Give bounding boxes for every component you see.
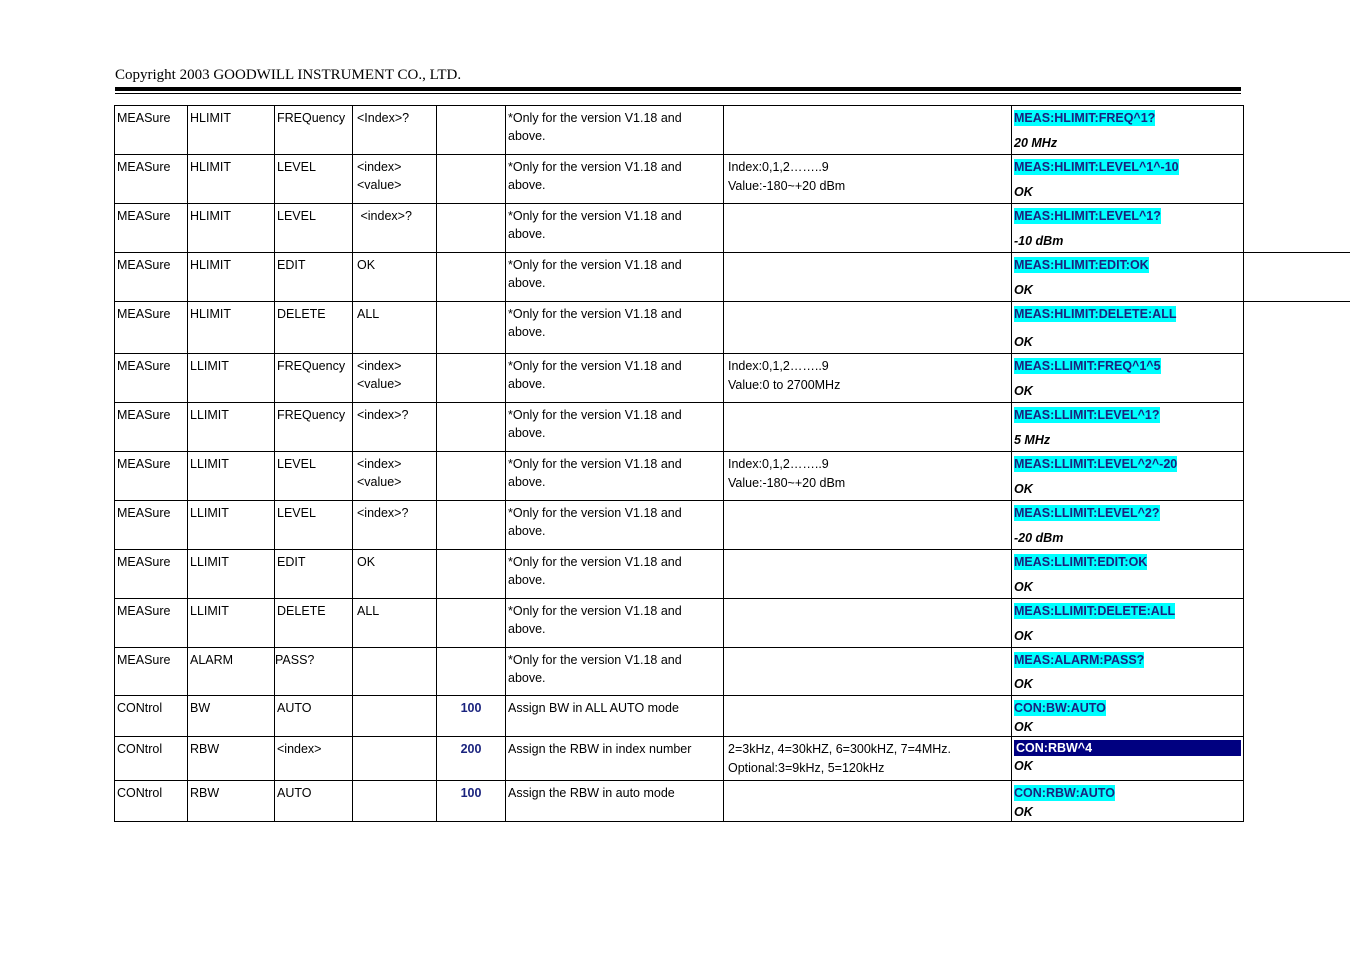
command-action: AUTO [277, 786, 312, 800]
command-subsystem-cell [188, 253, 275, 302]
command-subsystem-cell [188, 550, 275, 599]
command-action: FREQuency [277, 111, 346, 125]
value-range-cell [724, 106, 1012, 155]
example-response: OK [1014, 384, 1033, 398]
example-command: MEAS:ALARM:PASS? [1014, 653, 1145, 667]
parameter-value: <index> [357, 359, 402, 373]
command-description: *Only for the version V1.18 and above. [508, 555, 682, 587]
parameter-cell [353, 302, 437, 354]
example-response: 5 MHz [1014, 433, 1051, 447]
example-command: MEAS:LLIMIT:LEVEL^2? [1014, 506, 1160, 520]
command-action-cell [275, 501, 353, 550]
value-range-cell [724, 696, 1012, 737]
command-action: FREQuency [277, 359, 346, 373]
command-subsystem-cell [188, 781, 275, 822]
command-subsystem: HLIMIT [190, 209, 231, 223]
example-response: OK [1014, 677, 1033, 691]
example-response: OK [1014, 580, 1033, 594]
command-description: Assign the RBW in index number [508, 742, 692, 756]
table-row [115, 501, 1244, 550]
value-range-line: 2=3kHz, 4=30kHZ, 6=300kHZ, 7=4MHz. [728, 742, 952, 756]
command-subsystem: LLIMIT [190, 457, 229, 471]
function-code-cell [437, 599, 506, 648]
example-cell [1012, 106, 1244, 155]
parameter-cell [353, 550, 437, 599]
parameter-cell [353, 253, 437, 302]
command-description: *Only for the version V1.18 and above. [508, 160, 682, 192]
table-row [115, 737, 1244, 781]
example-cell [1012, 696, 1244, 737]
command-subsystem: HLIMIT [190, 307, 231, 321]
function-code: 100 [460, 786, 482, 800]
command-group-cell [115, 550, 188, 599]
table-row [115, 354, 1244, 403]
command-group: MEASure [117, 209, 171, 223]
example-command: MEAS:HLIMIT:EDIT:OK [1014, 258, 1149, 272]
example-command: MEAS:LLIMIT:LEVEL^2^-20 [1014, 457, 1178, 471]
value-range-cell [724, 452, 1012, 501]
command-subsystem-cell [188, 501, 275, 550]
command-subsystem: RBW [190, 742, 220, 756]
command-action-cell [275, 253, 353, 302]
function-code-cell [437, 302, 506, 354]
command-group-cell [115, 354, 188, 403]
example-cell [1012, 550, 1244, 599]
command-description: *Only for the version V1.18 and above. [508, 506, 682, 538]
example-cell [1012, 403, 1244, 452]
value-range-line: Index:0,1,2……..9 [728, 359, 829, 373]
command-group: MEASure [117, 555, 171, 569]
command-action-cell [275, 696, 353, 737]
command-group-cell [115, 253, 188, 302]
example-response: OK [1014, 283, 1033, 297]
command-action-cell [275, 781, 353, 822]
example-command: MEAS:LLIMIT:EDIT:OK [1014, 555, 1148, 569]
parameter-value: ALL [357, 307, 380, 321]
parameter-cell [353, 501, 437, 550]
table-row [115, 204, 1244, 253]
table-row [115, 696, 1244, 737]
command-group: MEASure [117, 653, 171, 667]
function-code-cell [437, 737, 506, 781]
description-cell [506, 696, 724, 737]
parameter-value: <index>? [357, 408, 409, 422]
table-row [115, 155, 1244, 204]
function-code-cell [437, 354, 506, 403]
example-cell [1012, 452, 1244, 501]
command-action: AUTO [277, 701, 312, 715]
description-cell [506, 550, 724, 599]
command-description: *Only for the version V1.18 and above. [508, 653, 682, 685]
command-description: *Only for the version V1.18 and above. [508, 307, 682, 339]
command-action-cell [275, 648, 353, 696]
command-subsystem-cell [188, 354, 275, 403]
command-subsystem-cell [188, 737, 275, 781]
example-command: CON:BW:AUTO [1014, 701, 1106, 715]
command-group: MEASure [117, 258, 171, 272]
command-group: MEASure [117, 457, 171, 471]
function-code-cell [437, 253, 506, 302]
example-cell [1012, 501, 1244, 550]
table-row [115, 550, 1244, 599]
value-range-line: Value:-180~+20 dBm [728, 476, 846, 490]
command-group: MEASure [117, 359, 171, 373]
parameter-cell [353, 737, 437, 781]
parameter-cell [353, 696, 437, 737]
command-group: CONtrol [117, 701, 163, 715]
description-cell [506, 737, 724, 781]
parameter-value: OK [357, 258, 376, 272]
parameter-value: <index>? [357, 506, 409, 520]
example-cell [1012, 354, 1244, 403]
value-range-cell [724, 550, 1012, 599]
command-subsystem-cell [188, 204, 275, 253]
parameter-value: <value> [357, 377, 402, 391]
command-action-cell [275, 302, 353, 354]
example-response: OK [1014, 720, 1033, 734]
table-row [115, 648, 1244, 696]
command-subsystem-cell [188, 155, 275, 204]
description-cell [506, 452, 724, 501]
command-table [114, 105, 1244, 822]
command-subsystem-cell [188, 696, 275, 737]
command-subsystem: BW [190, 701, 211, 715]
command-group: CONtrol [117, 742, 163, 756]
function-code: 100 [460, 701, 482, 715]
parameter-cell [353, 648, 437, 696]
description-cell [506, 648, 724, 696]
example-cell [1012, 599, 1244, 648]
value-range-cell [724, 403, 1012, 452]
command-description: *Only for the version V1.18 and above. [508, 408, 682, 440]
parameter-cell [353, 599, 437, 648]
example-cell [1012, 302, 1244, 354]
parameter-value: <value> [357, 178, 402, 192]
command-action-cell [275, 452, 353, 501]
command-action: PASS? [275, 653, 315, 667]
command-action: LEVEL [277, 160, 316, 174]
example-command: MEAS:HLIMIT:DELETE:ALL [1014, 307, 1177, 321]
command-action: DELETE [277, 604, 326, 618]
command-group-cell [115, 452, 188, 501]
parameter-value: <value> [357, 475, 402, 489]
value-range-cell [724, 354, 1012, 403]
example-cell [1012, 155, 1244, 204]
example-response: OK [1014, 629, 1033, 643]
parameter-cell [353, 106, 437, 155]
command-subsystem-cell [188, 452, 275, 501]
parameter-cell [353, 781, 437, 822]
table-row [115, 106, 1244, 155]
table-row [115, 302, 1244, 354]
function-code-cell [437, 501, 506, 550]
command-description: *Only for the version V1.18 and above. [508, 457, 682, 489]
command-subsystem: LLIMIT [190, 408, 229, 422]
command-subsystem: HLIMIT [190, 258, 231, 272]
parameter-cell [353, 403, 437, 452]
command-group: MEASure [117, 408, 171, 422]
example-command: MEAS:HLIMIT:LEVEL^1^-10 [1014, 160, 1179, 174]
command-action-cell [275, 106, 353, 155]
description-cell [506, 106, 724, 155]
command-description: Assign the RBW in auto mode [508, 786, 675, 800]
command-action: EDIT [277, 258, 306, 272]
value-range-cell [724, 155, 1012, 204]
value-range-line: Value:0 to 2700MHz [728, 378, 841, 392]
function-code-cell [437, 648, 506, 696]
function-code-cell [437, 781, 506, 822]
function-code-cell [437, 155, 506, 204]
value-range-cell [724, 599, 1012, 648]
command-group-cell [115, 204, 188, 253]
command-description: *Only for the version V1.18 and above. [508, 209, 682, 241]
parameter-value: <index>? [357, 209, 412, 223]
command-group-cell [115, 648, 188, 696]
command-description: *Only for the version V1.18 and above. [508, 111, 682, 143]
example-response: OK [1014, 185, 1033, 199]
command-description: Assign BW in ALL AUTO mode [508, 701, 679, 715]
table-row [115, 253, 1244, 302]
value-range-line: Optional:3=9kHz, 5=120kHz [728, 761, 885, 775]
command-subsystem: LLIMIT [190, 555, 229, 569]
command-action-cell [275, 403, 353, 452]
command-subsystem-cell [188, 403, 275, 452]
example-response: OK [1014, 482, 1033, 496]
value-range-cell [724, 302, 1012, 354]
header-rule-thin [115, 93, 1241, 94]
margin-line [1243, 252, 1350, 253]
table-row [115, 452, 1244, 501]
command-action: DELETE [277, 307, 326, 321]
function-code-cell [437, 204, 506, 253]
parameter-cell [353, 204, 437, 253]
parameter-cell [353, 155, 437, 204]
example-cell [1012, 253, 1244, 302]
description-cell [506, 204, 724, 253]
command-action-cell [275, 737, 353, 781]
command-subsystem: RBW [190, 786, 220, 800]
command-subsystem: HLIMIT [190, 160, 231, 174]
command-subsystem-cell [188, 106, 275, 155]
description-cell [506, 599, 724, 648]
table-row [115, 599, 1244, 648]
command-description: *Only for the version V1.18 and above. [508, 258, 682, 290]
command-group: MEASure [117, 604, 171, 618]
description-cell [506, 253, 724, 302]
table-row [115, 781, 1244, 822]
command-group: CONtrol [117, 786, 163, 800]
example-response: OK [1014, 805, 1033, 819]
example-command: MEAS:HLIMIT:FREQ^1? [1014, 111, 1156, 125]
command-subsystem: HLIMIT [190, 111, 231, 125]
page-header-title: Copyright 2003 GOODWILL INSTRUMENT CO., LTD. [115, 67, 462, 83]
function-code-cell [437, 106, 506, 155]
description-cell [506, 302, 724, 354]
description-cell [506, 403, 724, 452]
command-group-cell [115, 403, 188, 452]
example-command: CON:RBW:AUTO [1014, 786, 1115, 800]
value-range-cell [724, 648, 1012, 696]
command-group-cell [115, 155, 188, 204]
example-response: OK [1014, 335, 1033, 349]
command-subsystem-cell [188, 648, 275, 696]
command-action-cell [275, 204, 353, 253]
value-range-cell [724, 204, 1012, 253]
command-group-cell [115, 302, 188, 354]
command-group-cell [115, 599, 188, 648]
description-cell [506, 501, 724, 550]
parameter-value: <Index>? [357, 111, 410, 125]
function-code-cell [437, 403, 506, 452]
description-cell [506, 354, 724, 403]
table-row [115, 403, 1244, 452]
parameter-value: ALL [357, 604, 380, 618]
command-group-cell [115, 106, 188, 155]
value-range-cell [724, 501, 1012, 550]
command-group-cell [115, 781, 188, 822]
command-group-cell [115, 696, 188, 737]
value-range-cell [724, 253, 1012, 302]
parameter-value: <index> [357, 160, 402, 174]
example-response: 20 MHz [1014, 136, 1058, 150]
description-cell [506, 155, 724, 204]
command-subsystem: LLIMIT [190, 506, 229, 520]
command-subsystem: LLIMIT [190, 604, 229, 618]
command-group: MEASure [117, 506, 171, 520]
command-table-body [115, 106, 1244, 822]
example-cell [1012, 648, 1244, 696]
example-cell [1012, 737, 1244, 781]
function-code: 200 [460, 742, 482, 756]
example-command: MEAS:HLIMIT:LEVEL^1? [1014, 209, 1161, 223]
command-description: *Only for the version V1.18 and above. [508, 359, 682, 391]
example-command: MEAS:LLIMIT:DELETE:ALL [1014, 604, 1176, 618]
example-command: MEAS:LLIMIT:FREQ^1^5 [1014, 359, 1161, 373]
command-action: LEVEL [277, 506, 316, 520]
example-cell [1012, 204, 1244, 253]
command-group: MEASure [117, 160, 171, 174]
example-cell [1012, 781, 1244, 822]
value-range-line: Value:-180~+20 dBm [728, 179, 846, 193]
parameter-value: OK [357, 555, 376, 569]
command-action: <index> [277, 742, 322, 756]
command-action-cell [275, 550, 353, 599]
example-command: MEAS:LLIMIT:LEVEL^1? [1014, 408, 1160, 422]
command-group-cell [115, 501, 188, 550]
command-description: *Only for the version V1.18 and above. [508, 604, 682, 636]
header-rule-thick [115, 87, 1241, 91]
command-action: LEVEL [277, 457, 316, 471]
value-range-line: Index:0,1,2……..9 [728, 457, 829, 471]
command-group-cell [115, 737, 188, 781]
command-subsystem-cell [188, 302, 275, 354]
value-range-cell [724, 737, 1012, 781]
example-response: -10 dBm [1014, 234, 1064, 248]
command-action: EDIT [277, 555, 306, 569]
parameter-value: <index> [357, 457, 402, 471]
function-code-cell [437, 696, 506, 737]
example-response: -20 dBm [1014, 531, 1064, 545]
command-subsystem: LLIMIT [190, 359, 229, 373]
command-subsystem-cell [188, 599, 275, 648]
value-range-line: Index:0,1,2……..9 [728, 160, 829, 174]
command-subsystem: ALARM [190, 653, 234, 667]
function-code-cell [437, 550, 506, 599]
example-response: OK [1014, 759, 1033, 773]
command-action-cell [275, 599, 353, 648]
value-range-cell [724, 781, 1012, 822]
command-action-cell [275, 155, 353, 204]
command-action-cell [275, 354, 353, 403]
function-code-cell [437, 452, 506, 501]
parameter-cell [353, 354, 437, 403]
description-cell [506, 781, 724, 822]
command-group: MEASure [117, 111, 171, 125]
command-action: LEVEL [277, 209, 316, 223]
margin-line [1243, 301, 1350, 302]
command-group: MEASure [117, 307, 171, 321]
command-action: FREQuency [277, 408, 346, 422]
example-command: CON:RBW^4 [1014, 740, 1241, 756]
parameter-cell [353, 452, 437, 501]
